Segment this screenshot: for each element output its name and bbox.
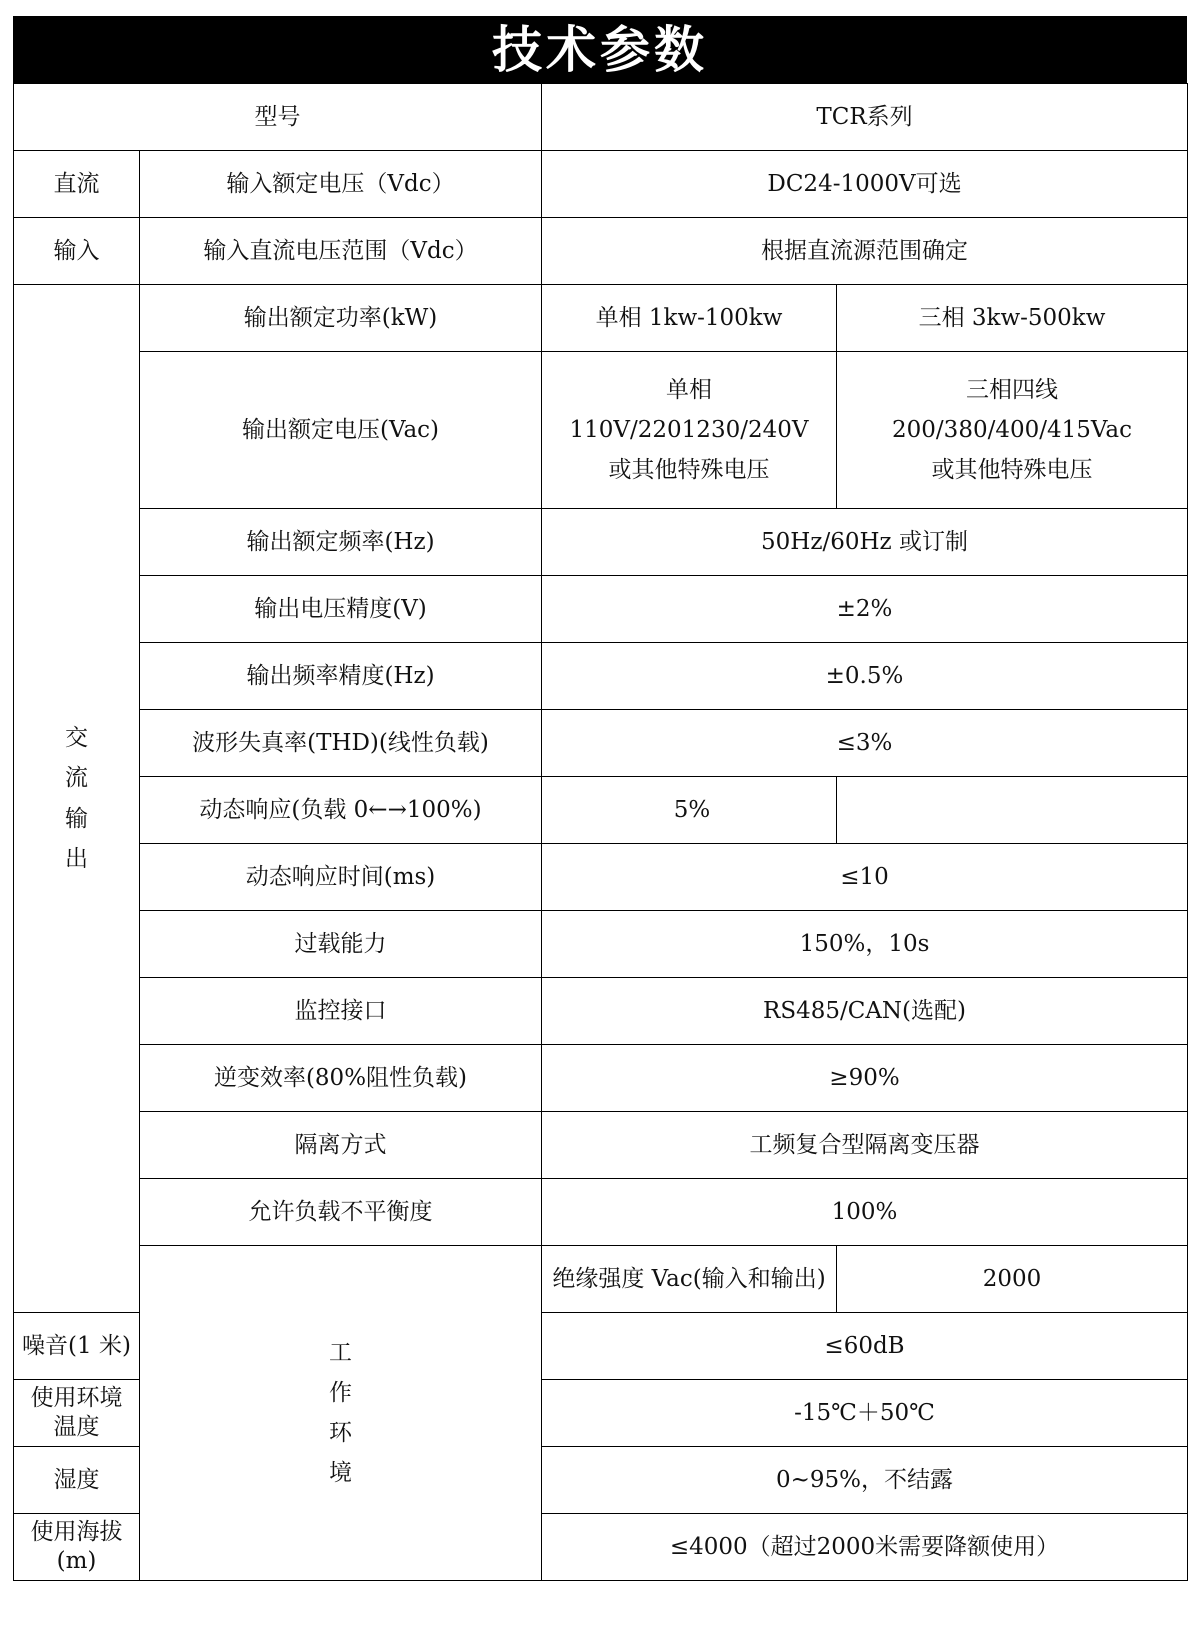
row-value: RS485/CAN(选配) xyxy=(542,978,1188,1045)
row-value-three-phase: 三相 3kw-500kw xyxy=(837,285,1188,352)
row-label: 输入额定电压（Vdc） xyxy=(140,151,542,218)
row-value: ≤10 xyxy=(542,844,1188,911)
model-value: TCR系列 xyxy=(542,84,1188,151)
table-row xyxy=(14,1246,1188,1313)
row-value: 0~95%，不结露 xyxy=(542,1447,1188,1514)
category-dc-line1: 直流 xyxy=(14,151,140,218)
row-label: 动态响应(负载 0←→100%) xyxy=(140,777,542,844)
category-ac-output xyxy=(14,285,140,1313)
value-line: 单相 xyxy=(666,377,712,403)
table-row xyxy=(14,1179,1188,1246)
value-line: 200/380/400/415Vac xyxy=(892,417,1132,443)
row-value: ≤60dB xyxy=(542,1313,1188,1380)
row-value: ±0.5% xyxy=(542,643,1188,710)
row-label: 绝缘强度 Vac(输入和输出) xyxy=(542,1246,837,1313)
table-row xyxy=(14,911,1188,978)
table-row xyxy=(14,151,1188,218)
row-label: 使用海拔(m) xyxy=(14,1514,140,1581)
table-row xyxy=(14,844,1188,911)
category-char: 流 xyxy=(65,765,88,792)
row-value: ≤3% xyxy=(542,710,1188,777)
category-char: 工 xyxy=(329,1339,352,1366)
row-label: 输出额定电压(Vac) xyxy=(140,352,542,509)
model-label: 型号 xyxy=(14,84,542,151)
row-value: -15℃＋50℃ xyxy=(542,1380,1188,1447)
row-label: 动态响应时间(ms) xyxy=(140,844,542,911)
row-label: 使用环境温度 xyxy=(14,1380,140,1447)
row-label: 监控接口 xyxy=(140,978,542,1045)
table-row xyxy=(14,777,1188,844)
row-label: 输入直流电压范围（Vdc） xyxy=(140,218,542,285)
category-char: 作 xyxy=(329,1379,352,1406)
row-label: 湿度 xyxy=(14,1447,140,1514)
table-row xyxy=(14,1045,1188,1112)
row-label: 噪音(1 米) xyxy=(14,1313,140,1380)
table-row xyxy=(14,978,1188,1045)
row-value: ≥90% xyxy=(542,1045,1188,1112)
row-label: 波形失真率(THD)(线性负载) xyxy=(140,710,542,777)
row-value-single-phase: 单相 1kw-100kw xyxy=(542,285,837,352)
row-value: 5% xyxy=(542,777,837,844)
table-header-row xyxy=(14,84,1188,151)
row-value: 根据直流源范围确定 xyxy=(542,218,1188,285)
spec-table xyxy=(13,83,1188,1581)
row-value: 100% xyxy=(542,1179,1188,1246)
spec-sheet xyxy=(13,16,1187,1581)
row-label: 输出额定功率(kW) xyxy=(140,285,542,352)
table-row xyxy=(14,643,1188,710)
table-row xyxy=(14,509,1188,576)
table-row xyxy=(14,710,1188,777)
row-label: 输出频率精度(Hz) xyxy=(140,643,542,710)
table-row xyxy=(14,352,1188,509)
category-dc-line2: 输入 xyxy=(14,218,140,285)
value-line: 或其他特殊电压 xyxy=(931,457,1093,483)
table-row xyxy=(14,1112,1188,1179)
category-char: 环 xyxy=(329,1420,352,1446)
row-label: 隔离方式 xyxy=(140,1112,542,1179)
table-row xyxy=(14,576,1188,643)
row-value: 工频复合型隔离变压器 xyxy=(542,1112,1188,1179)
row-value: ±2% xyxy=(542,576,1188,643)
value-line: 三相四线 xyxy=(966,377,1058,403)
table-row xyxy=(14,218,1188,285)
value-line: 或其他特殊电压 xyxy=(608,457,770,483)
category-char: 交 xyxy=(65,725,88,751)
row-value: DC24-1000V可选 xyxy=(542,151,1188,218)
row-label: 允许负载不平衡度 xyxy=(140,1179,542,1246)
table-row xyxy=(14,285,1188,352)
row-value-single-phase xyxy=(542,352,837,509)
row-value: 2000 xyxy=(837,1246,1188,1313)
row-label: 输出额定频率(Hz) xyxy=(140,509,542,576)
row-value: 50Hz/60Hz 或订制 xyxy=(542,509,1188,576)
row-value-three-phase xyxy=(837,352,1188,509)
category-environment xyxy=(140,1246,542,1581)
row-label: 输出电压精度(V) xyxy=(140,576,542,643)
category-char: 境 xyxy=(329,1460,352,1487)
row-value-empty xyxy=(837,777,1188,844)
row-label: 逆变效率(80%阻性负载) xyxy=(140,1045,542,1112)
row-value: 150%，10s xyxy=(542,911,1188,978)
page-title: 技术参数 xyxy=(13,16,1187,83)
value-line: 110V/2201230/240V xyxy=(569,417,809,443)
category-char: 出 xyxy=(65,845,88,872)
row-value: ≤4000（超过2000米需要降额使用） xyxy=(542,1514,1188,1581)
row-label: 过载能力 xyxy=(140,911,542,978)
category-char: 输 xyxy=(65,805,88,832)
